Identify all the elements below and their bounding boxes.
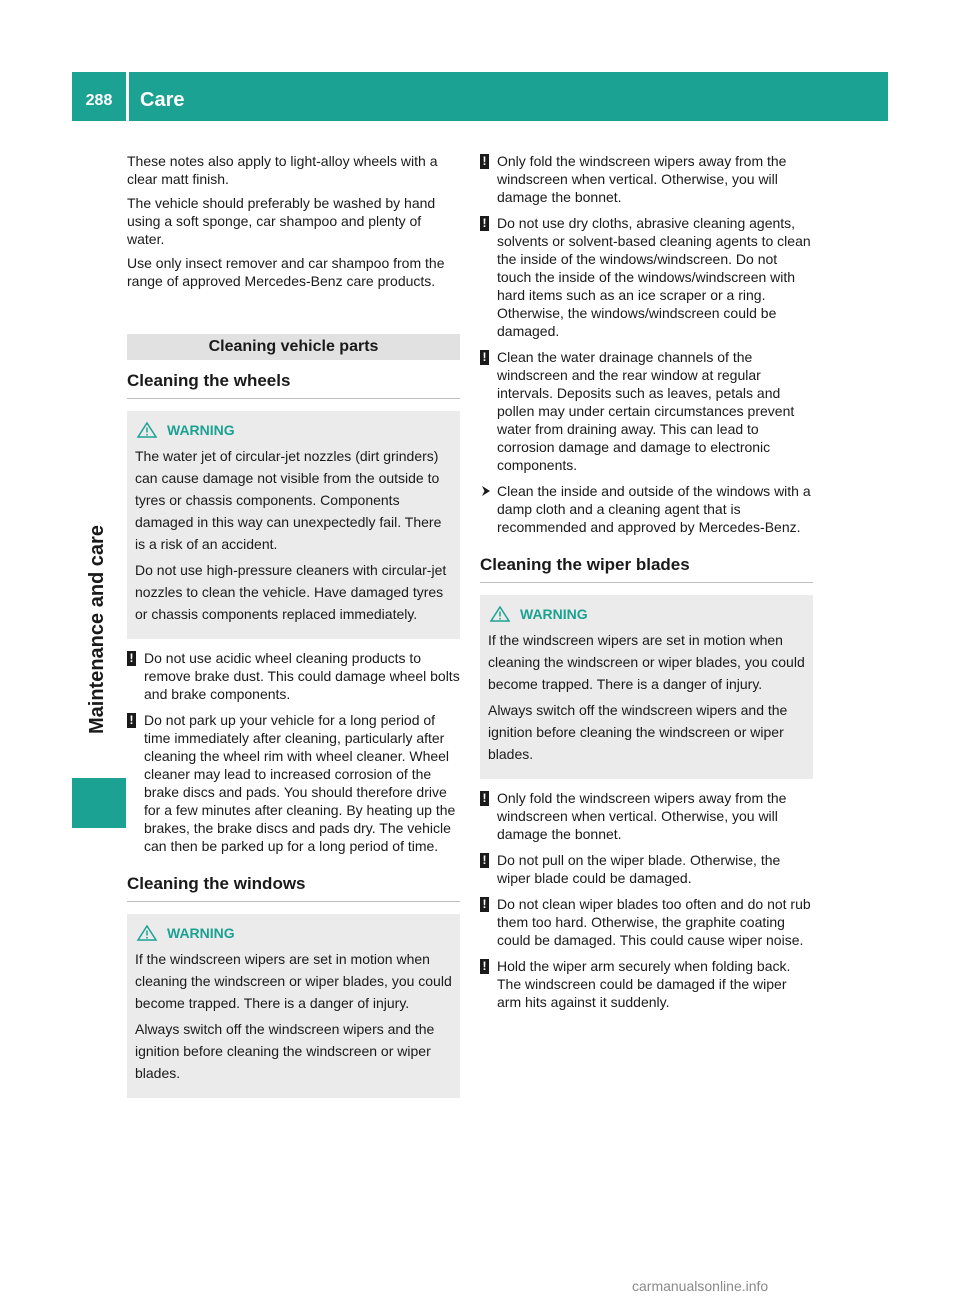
note-text: Hold the wiper arm securely when folding back. The windscreen could be damaged if the wiper arm hits against it suddenly. [497, 958, 791, 1010]
wheels-warning-box [127, 411, 460, 639]
warning-text: Always switch off the windscreen wipers and the ignition before cleaning the windscreen or wiper blades. [135, 1021, 435, 1081]
watermark: carmanualsonline.info [632, 1278, 769, 1294]
note-text: Do not pull on the wiper blade. Otherwise, the wiper blade could be damaged. [497, 852, 781, 886]
exclamation-icon: ! [480, 216, 489, 231]
warning-label: WARNING [520, 606, 588, 622]
header-divider [126, 72, 129, 121]
warning-text: If the windscreen wipers are set in motion when cleaning the windscreen or wiper blades, you could become trapped. There is a danger of injury. [135, 951, 452, 1011]
intro-paragraph: These notes also apply to light-alloy wheels with a clear matt finish. [127, 153, 438, 187]
exclamation-icon: ! [127, 651, 136, 666]
warning-title [135, 924, 452, 942]
windows-warning-box [127, 914, 460, 1098]
note-text: Only fold the windscreen wipers away from the windscreen when vertical. Otherwise, you will damage the bonnet. [497, 790, 787, 842]
note-item [480, 895, 813, 949]
intro-paragraph: The vehicle should preferably be washed by hand using a soft sponge, car shampoo and plenty of water. [127, 195, 436, 247]
exclamation-icon: ! [480, 791, 489, 806]
note-item [480, 152, 813, 206]
note-text: Do not use acidic wheel cleaning products to remove brake dust. This could damage wheel bolts and brake components. [144, 650, 460, 702]
note-item [127, 649, 460, 703]
note-text: Do not clean wiper blades too often and do not rub them too hard. Otherwise, the graphite coating could be damaged. This could cause wiper noise. [497, 896, 811, 948]
wipers-warning-box [480, 595, 813, 779]
warning-text: If the windscreen wipers are set in motion when cleaning the windscreen or wiper blades, you could become trapped. There is a danger of injury. [488, 632, 805, 692]
main-heading: Cleaning vehicle parts [127, 334, 460, 360]
warning-title [488, 605, 805, 623]
note-text: Do not use dry cloths, abrasive cleaning agents, solvents or solvent-based cleaning agents to clean the inside of the windows/windscreen. Do not touch the inside of the windows/windscreen with hard items such as an ice scraper or a ring. Otherwise, the windows/windscreen could be damaged. [497, 215, 811, 339]
left-column [127, 152, 460, 1108]
note-item [480, 348, 813, 474]
windows-heading: Cleaning the windows [127, 863, 460, 902]
exclamation-icon: ! [480, 154, 489, 169]
instruction-step [480, 482, 813, 536]
warning-triangle-icon [135, 422, 159, 438]
warning-label: WARNING [167, 925, 235, 941]
exclamation-icon: ! [127, 713, 136, 728]
wheels-heading: Cleaning the wheels [127, 360, 460, 399]
note-item [480, 851, 813, 887]
step-text: Clean the inside and outside of the windows with a damp cloth and a cleaning agent that is recommended and approved by Mercedes-Benz. [497, 483, 811, 535]
page-number: 288 [85, 92, 113, 109]
exclamation-icon: ! [480, 897, 489, 912]
note-text: Clean the water drainage channels of the windscreen and the rear window at regular intervals. Deposits such as leaves, petals and pollen may under certain circumstances prevent water from draining away. This can lead to corrosion damage and damage to electronic components. [497, 349, 795, 473]
warning-label: WARNING [167, 422, 235, 438]
note-item [127, 711, 460, 855]
exclamation-icon: ! [480, 350, 489, 365]
note-text: Only fold the windscreen wipers away from the windscreen when vertical. Otherwise, you will damage the bonnet. [497, 153, 787, 205]
right-column [480, 152, 813, 1019]
side-tab-label: Maintenance and care [86, 525, 108, 735]
note-item [480, 214, 813, 340]
exclamation-icon: ! [480, 959, 489, 974]
exclamation-icon: ! [480, 853, 489, 868]
note-item [480, 957, 813, 1011]
warning-title [135, 421, 452, 439]
note-text: Do not park up your vehicle for a long period of time immediately after cleaning, particularly after cleaning the wheel rim with wheel cleaner. Wheel cleaner may lead to increased corrosion of the brake discs and pads. You should therefore drive for a few minutes after cleaning. By heating up the brakes, the brake discs and pads dry. The vehicle can then be parked up for a long period of time. [144, 712, 456, 854]
warning-triangle-icon [135, 925, 159, 941]
intro-paragraph: Use only insect remover and car shampoo from the range of approved Mercedes-Benz care products. [127, 255, 445, 289]
arrow-right-icon [481, 486, 491, 496]
section-title: Care [140, 89, 185, 111]
note-item [480, 789, 813, 843]
warning-triangle-icon [488, 606, 512, 622]
warning-text: The water jet of circular-jet nozzles (dirt grinders) can cause damage not visible from the outside to tyres or chassis components. Components damaged in this way can unexpectedly fail. There is a risk of an accident. [135, 448, 442, 552]
page-header [72, 72, 888, 121]
wipers-heading: Cleaning the wiper blades [480, 544, 813, 583]
warning-text: Always switch off the windscreen wipers and the ignition before cleaning the windscreen or wiper blades. [488, 702, 788, 762]
warning-text: Do not use high-pressure cleaners with circular-jet nozzles to clean the vehicle. Have damaged tyres or chassis components replaced immediately. [135, 562, 447, 622]
side-tab-marker [72, 778, 126, 828]
